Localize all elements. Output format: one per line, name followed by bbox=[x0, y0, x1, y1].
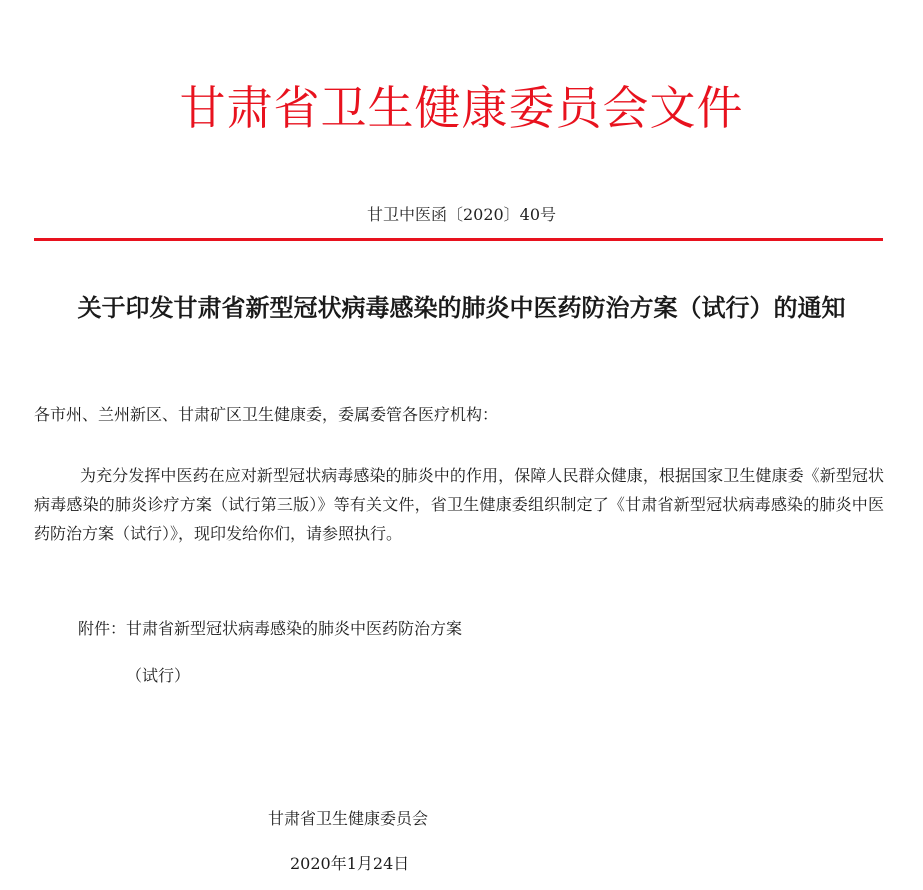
attachment-line: 附件：甘肃省新型冠状病毒感染的肺炎中医药防治方案 bbox=[78, 619, 463, 638]
notice-title: 关于印发甘肃省新型冠状病毒感染的肺炎中医药防治方案（试行）的通知 bbox=[77, 293, 846, 322]
addressee-line: 各市州、兰州新区、甘肃矿区卫生健康委，委属委管各医疗机构： bbox=[34, 405, 499, 424]
document-number: 甘卫中医函〔2020〕40号 bbox=[366, 205, 557, 224]
document-header-title: 甘肃省卫生健康委员会文件 bbox=[179, 81, 744, 135]
signature-date: 2020年1月24日 bbox=[290, 854, 410, 873]
red-separator-line bbox=[34, 238, 883, 241]
body-paragraph: 为充分发挥中医药在应对新型冠状病毒感染的肺炎中的作用，保障人民群众健康，根据国家卫生健康委《新型冠状病毒感染的肺炎诊疗方案（试行第三版）》等有关文件，省卫生健康委组织制定了《甘肃省新型冠状病毒感染的肺炎中医药防治方案（试行）》，现印发给你们，请参照执行。 bbox=[34, 466, 884, 543]
attachment-line-continued: （试行） bbox=[126, 666, 191, 685]
signature-organization: 甘肃省卫生健康委员会 bbox=[268, 809, 429, 828]
